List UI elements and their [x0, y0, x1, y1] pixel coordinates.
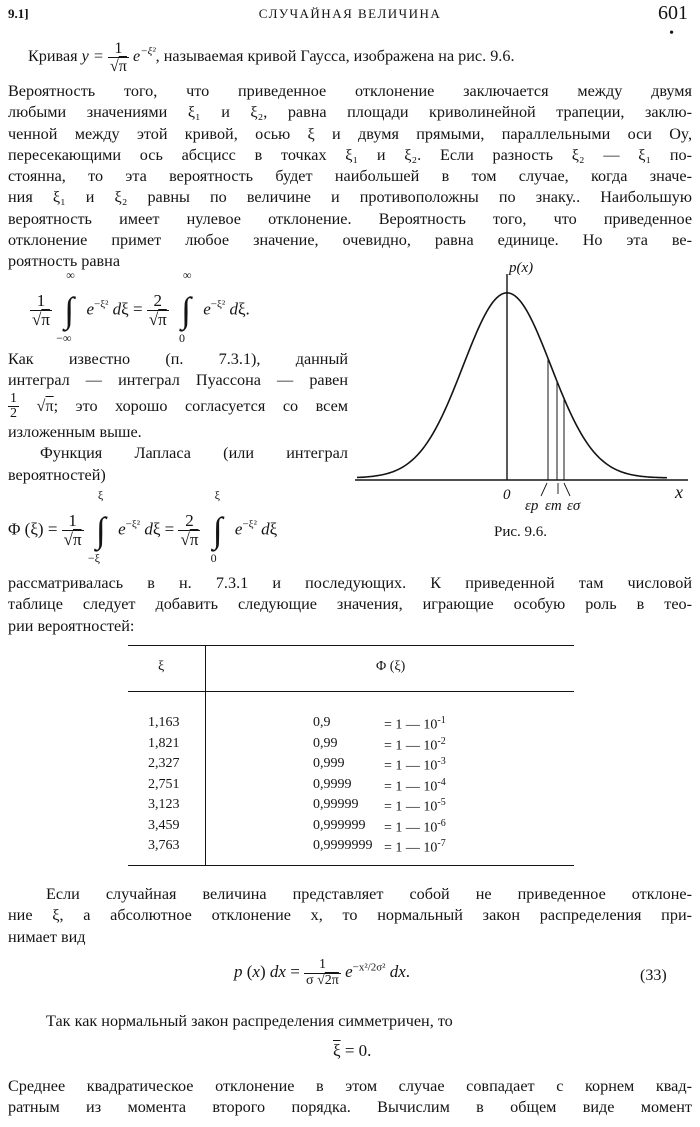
- epsilon-m-label: εm: [545, 498, 562, 513]
- text-line: Как известно (п. 7.3.1), данный: [8, 350, 348, 368]
- text-line: рассматривалась в н. 7.3.1 и последующих. К приведенной там числовой: [8, 574, 692, 592]
- table-top-rule: [128, 645, 574, 646]
- text-line: любыми значениями ξ₁ и ξ₂, равна площади криволинейной трапеции, заклю-: [8, 103, 692, 122]
- text-line: Функция Лапласа (или интеграл: [40, 444, 348, 463]
- table-cell-power: -6: [437, 817, 446, 829]
- text-line: изложенным выше.: [8, 422, 142, 441]
- text-line: роятность равна: [8, 252, 121, 271]
- table-cell-phi: 0,99999: [313, 797, 359, 812]
- text-line: вероятностей): [8, 465, 106, 484]
- text-line: рии вероятностей:: [8, 616, 135, 635]
- table-cell-expression: = 1 — $10^{-7}$: [384, 838, 446, 856]
- poisson-integral-formula: $\frac{1}{√\pi}$ ∞ ∫ −∞ $e^{-\xi^2}$ dξ = $\frac{2}{√\pi}$ ∞ ∫ 0 $e^{-\xi^2}$ dξ.: [32, 268, 250, 346]
- running-title: СЛУЧАЙНАЯ ВЕЛИЧИНА: [258, 6, 442, 21]
- mean-equation: $\overline{\xi} = 0$.: [333, 1041, 372, 1060]
- table-cell-xi: 3,459: [148, 817, 180, 833]
- table-cell-power: -5: [437, 797, 446, 808]
- table-cell-xi: 1,821: [148, 735, 180, 751]
- text-line: Если случайная величина представляет собой не приведенное отклоне-: [46, 885, 692, 903]
- table-cell-expression: = 1 — $10^{-6}$: [384, 817, 446, 836]
- text-line: интеграл — интеграл Пуассона — равен: [8, 371, 348, 390]
- table-column-rule: [205, 645, 206, 866]
- poisson-paragraph: [8, 349, 348, 486]
- final-paragraph: [8, 1076, 692, 1119]
- table-cell-expression: = 1 — $10^{-3}$: [384, 756, 446, 774]
- text-line: ния ξ₁ и ξ₂ равны по величине и противоположны по знаку.. Наибольшую: [8, 188, 692, 207]
- table-cell-phi: 0,999: [313, 756, 345, 771]
- gauss-curve: [357, 293, 667, 478]
- table-cell-xi: 2,327: [148, 756, 180, 771]
- page-number: 601: [658, 2, 688, 24]
- running-header: [8, 2, 692, 41]
- table-cell-power: -2: [437, 735, 446, 747]
- intro-first-line: [28, 40, 692, 75]
- epsilon-p-label: εp: [525, 498, 539, 513]
- epsilon-p-arrow: [541, 483, 547, 496]
- text-line: ние ξ, а абсолютное отклонение x, то нормальный закон распределения при-: [8, 906, 692, 925]
- text-line: вероятность имеет нулевое отклонение. Вероятность того, что приведенное: [8, 209, 692, 228]
- x-axis-label: x: [675, 482, 683, 502]
- y-axis-label: p(x): [509, 260, 534, 276]
- section-number: 9.1]: [8, 6, 29, 21]
- table-cell-phi: 0,9999999: [313, 838, 373, 853]
- values-table: [128, 645, 574, 867]
- origin-label: 0: [503, 487, 511, 503]
- text-line: ченной между этой кривой, осью ξ и двумя прямыми, параллельными оси Oy,: [8, 124, 692, 143]
- table-cell-power: -7: [437, 838, 446, 849]
- table-intro-paragraph: [8, 573, 692, 637]
- equation-number: (33): [640, 967, 667, 984]
- laplace-function-formula: Φ (ξ) = $\frac{1}{√\pi}$ ξ ∫ −ξ $e^{-\xi^2}$ dξ = $\frac{2}{√\pi}$ ξ ∫ 0 $e^{-\xi^2}$ dξ: [8, 488, 278, 566]
- text-line: таблице следует добавить следующие значения, играющие особую роль в тео-: [8, 595, 692, 614]
- normal-law-formula: p (x) dx = $\frac{1}{\sigma √2\pi}$ $e^{-x^2/2\sigma^2}$ dx.: [234, 957, 410, 988]
- text-line: Так как нормальный закон распределения симметричен, то: [46, 1012, 453, 1030]
- table-cell-expression: = 1 — $10^{-4}$: [384, 776, 446, 795]
- table-cell-phi: 0,9999: [313, 776, 352, 792]
- ink-dot: •: [669, 26, 674, 41]
- text-line: отклонение примет любое значение, очевидно, равна единице. Но эта ве-: [8, 231, 692, 250]
- text-line: $\frac{1}{2}$ √π; это хорошо согласуется со всем: [10, 390, 348, 422]
- text-line: Среднее квадратическое отклонение в этом случае совпадает с корнем квад-: [8, 1077, 692, 1095]
- table-cell-phi: 0,9: [313, 715, 331, 730]
- text-line: ратным из момента второго порядка. Вычислим в общем виде момент: [8, 1098, 692, 1117]
- epsilon-sigma-label: εσ: [567, 498, 581, 513]
- mean-equation-rest: = 0.: [340, 1041, 372, 1060]
- intro-paragraph: [8, 81, 692, 273]
- figure-caption: Рис. 9.6.: [494, 524, 548, 540]
- table-cell-expression: = 1 — $10^{-1}$: [384, 715, 446, 733]
- table-cell-xi: 3,123: [148, 797, 180, 812]
- epsilon-sigma-arrow: [564, 483, 570, 496]
- gauss-formula: y = $\frac{1}{√\pi}$ $e^{-\xi^2}$: [81, 39, 156, 75]
- poisson-line-tail: ; это хорошо согласуется со всем: [53, 396, 348, 415]
- table-cell-power: -4: [437, 776, 446, 788]
- symmetric-line: [46, 1011, 646, 1032]
- table-header-xi: ξ: [158, 659, 165, 674]
- text-line: нимает вид: [8, 927, 86, 946]
- table-cell-power: -3: [437, 756, 446, 767]
- table-cell-expression: = 1 — $10^{-2}$: [384, 735, 446, 754]
- table-cell-phi: 0,999999: [313, 817, 366, 833]
- text-line: Вероятность того, что приведенное отклонение заключается между двумя: [8, 82, 692, 100]
- text-line: стоянна, то эта вероятность будет наибольшей в том случае, когда значе-: [8, 167, 692, 186]
- table-header-phi: Φ (ξ): [376, 659, 406, 674]
- table-cell-expression: = 1 — $10^{-5}$: [384, 797, 446, 815]
- text-line: пересекающими ось абсцисс в точках ξ₁ и ξ₂. Если разность ξ₂ — ξ₁ по-: [8, 145, 692, 164]
- absolute-deviation-paragraph: [8, 884, 692, 948]
- gauss-curve-figure: [355, 258, 695, 513]
- table-cell-power: -1: [437, 715, 446, 726]
- table-header-rule: [128, 691, 574, 692]
- table-bottom-rule: [128, 865, 574, 866]
- table-cell-xi: 2,751: [148, 776, 180, 792]
- table-cell-xi: 1,163: [148, 715, 180, 730]
- intro-lead-word: Кривая: [28, 47, 78, 66]
- table-cell-xi: 3,763: [148, 838, 180, 853]
- intro-lead-tail: , называемая кривой Гаусса, изображена на рис. 9.6.: [155, 47, 515, 66]
- table-cell-phi: 0,99: [313, 735, 338, 751]
